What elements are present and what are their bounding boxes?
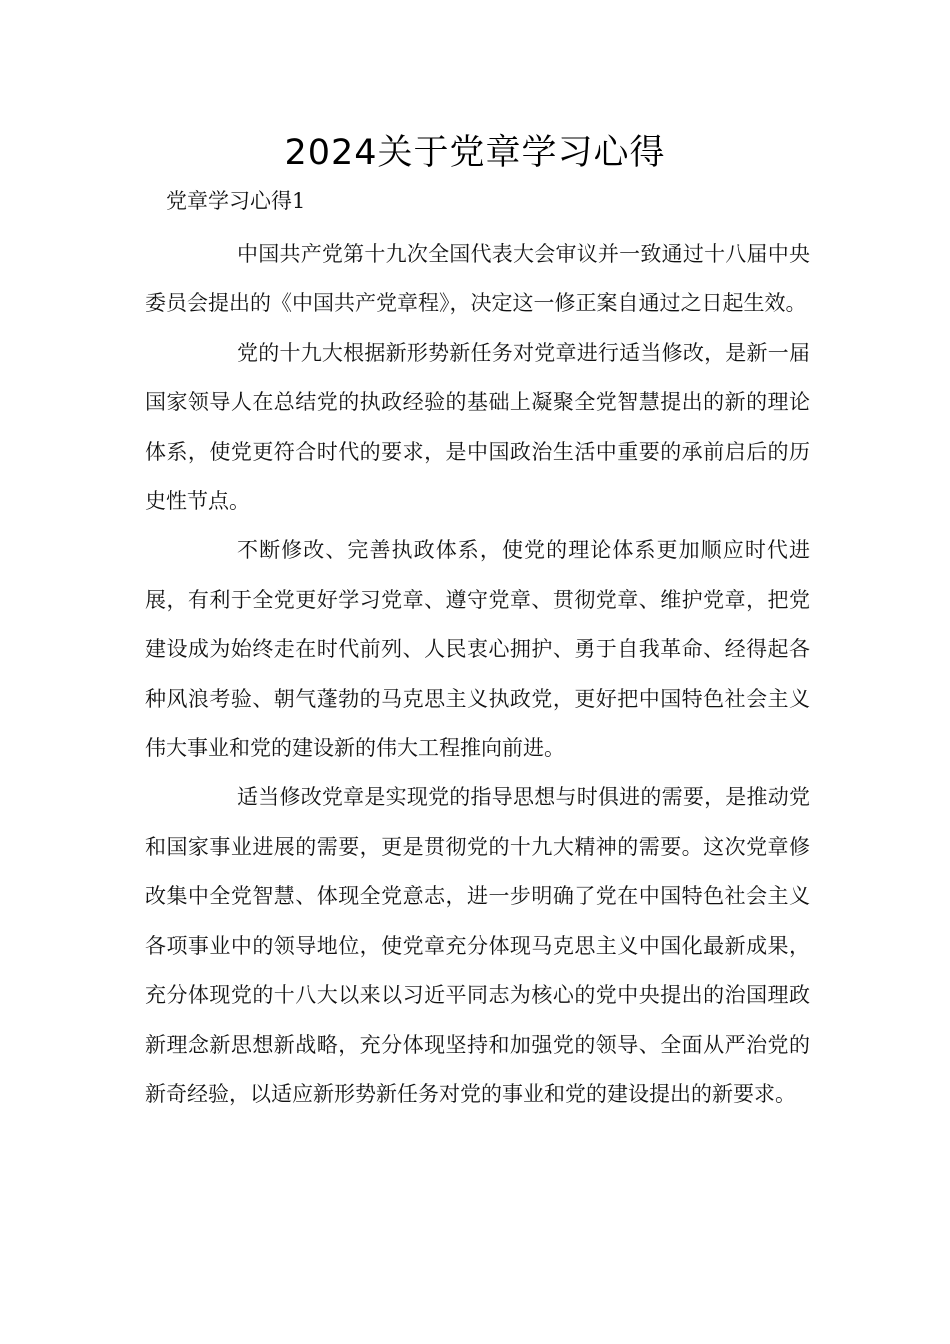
paragraph-4: 适当修改党章是实现党的指导思想与时俱进的需要，是推动党和国家事业进展的需要，更是贯彻党的十九大精神的需要。这次党章修改集中全党智慧、体现全党意志，进一步明确了党在中国特色社会主义各项事业中的领导地位，使党章充分体现马克思主义中国化最新成果，充分体现党的十八大以来以习近平同志为核心的党中央提出的治国理政新理念新思想新战略，充分体现坚持和加强党的领导、全面从严治党的新奇经验，以适应新形势新任务对党的事业和党的建设提出的新要求。 xyxy=(145,785,810,1106)
paragraph-3: 不断修改、完善执政体系，使党的理论体系更加顺应时代进展，有利于全党更好学习党章、遵守党章、贯彻党章、维护党章，把党建设成为始终走在时代前列、人民衷心拥护、勇于自我革命、经得起各种风浪考验、朝气蓬勃的马克思主义执政党，更好把中国特色社会主义伟大事业和党的建设新的伟大工程推向前进。 xyxy=(145,538,810,761)
paragraph-2: 党的十九大根据新形势新任务对党章进行适当修改，是新一届国家领导人在总结党的执政经验的基础上凝聚全党智慧提出的新的理论体系，使党更符合时代的要求，是中国政治生活中重要的承前启后的历史性节点。 xyxy=(145,340,810,514)
paragraph-1: 中国共产党第十九次全国代表大会审议并一致通过十八届中央委员会提出的《中国共产党章程》，决定这一修正案自通过之日起生效。 xyxy=(145,242,810,316)
document-title: 2024关于党章学习心得 xyxy=(284,133,666,173)
section-heading: 党章学习心得1 xyxy=(166,189,306,213)
document-body xyxy=(145,230,810,1119)
